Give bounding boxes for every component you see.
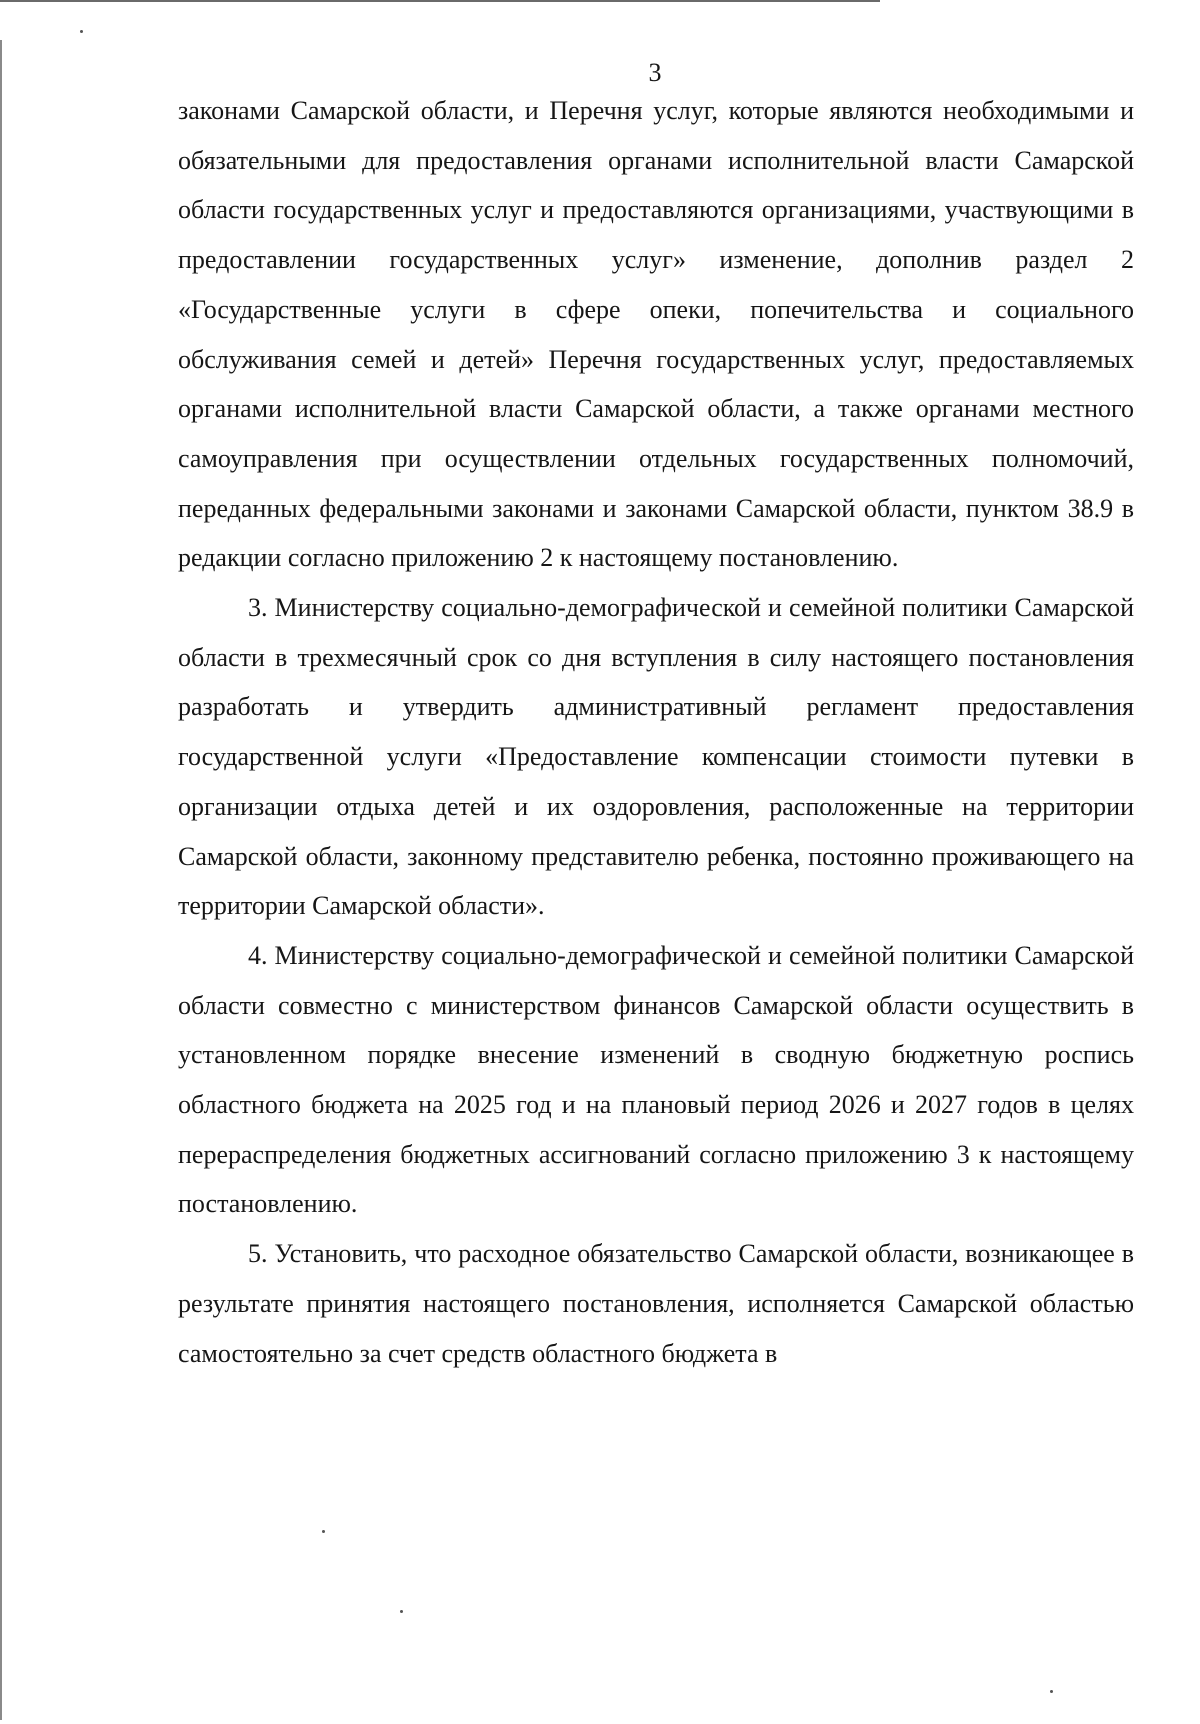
paragraph-item-3: 3. Министерству социально-демографической и семейной политики Самарской области в трехмесячный срок со дня вступления в силу настоящего постановления разработать и утвердить административный регламент предоставления государственной услуги «Предоставление компенсации стоимости путевки в организации отдыха детей и их оздоровления, расположенные на территории Самарской области, законному представителю ребенка, постоянно проживающего на территории Самарской области». <box>178 593 1134 921</box>
paragraph-item-4: 4. Министерству социально-демографической и семейной политики Самарской области совместно с министерством финансов Самарской области осуществить в установленном порядке внесение изменений в сводную бюджетную роспись областного бюджета на 2025 год и на плановый период 2026 и 2027 годов в целях перераспределения бюджетных ассигнований согласно приложению 3 к настоящему постановлению. <box>178 940 1134 1219</box>
scan-speck <box>1050 1690 1053 1693</box>
scan-speck <box>322 1530 325 1533</box>
scan-speck <box>400 1610 403 1613</box>
scan-edge-top <box>0 0 880 2</box>
scan-edge-left <box>0 40 2 1720</box>
scan-speck <box>80 30 83 33</box>
paragraph-item-5: 5. Установить, что расходное обязательство Самарской области, возникающее в результате принятия настоящего постановления, исполняется Самарской областью самостоятельно за счет средств областного бюджета в <box>178 1239 1134 1368</box>
page-number: 3 <box>648 58 662 87</box>
paragraph-continuation: законами Самарской области, и Перечня услуг, которые являются необходимыми и обязательными для предоставления органами исполнительной власти Самарской области государственных услуг и предоставляются организациями, участвующими в предоставлении государственных услуг» изменение, дополнив раздел 2 «Государственные услуги в сфере опеки, попечительства и социального обслуживания семей и детей» Перечня государственных услуг, предоставляемых органами исполнительной власти Самарской области, а также органами местного самоуправления при осуществлении отдельных государственных полномочий, переданных федеральными законами и законами Самарской области, пунктом 38.9 в редакции согласно приложению 2 к настоящему постановлению. <box>178 96 1134 573</box>
document-body <box>178 86 1134 1378</box>
